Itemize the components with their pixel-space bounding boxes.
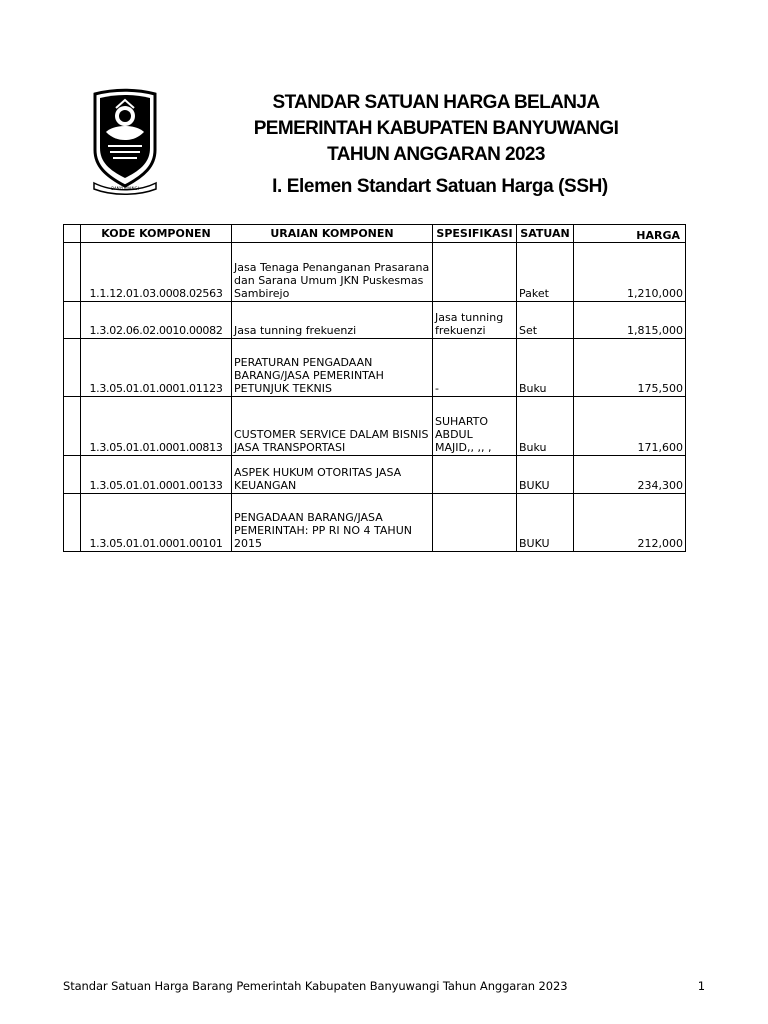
table-row [64,339,686,397]
page-number: 1 [697,979,705,993]
kabupaten-banyuwangi-emblem [92,88,158,196]
cell-spesifikasi [433,494,517,552]
cell-kode: 1.3.02.06.02.0010.00082 [81,302,232,339]
footer-text: Standar Satuan Harga Barang Pemerintah Kabupaten Banyuwangi Tahun Anggaran 2023 [63,979,568,993]
table-header-row [64,225,686,243]
ssh-table [63,224,686,552]
cell-spesifikasi: - [433,339,517,397]
cell-no [64,397,81,456]
cell-harga: 175,500 [574,339,686,397]
title-line-2: PEMERINTAH KABUPATEN BANYUWANGI [253,118,619,139]
header-satuan: SATUAN [517,225,574,243]
cell-satuan: Buku [517,339,574,397]
cell-harga: 171,600 [574,397,686,456]
cell-no [64,456,81,494]
cell-no [64,243,81,302]
cell-kode: 1.3.05.01.01.0001.00101 [81,494,232,552]
cell-uraian: Jasa tunning frekuenzi [232,302,433,339]
table-row [64,494,686,552]
title-line-1: STANDAR SATUAN HARGA BELANJA [272,92,600,113]
table-row [64,397,686,456]
header-harga: HARGA [574,225,686,243]
cell-kode: 1.3.05.01.01.0001.00133 [81,456,232,494]
cell-spesifikasi [433,456,517,494]
cell-satuan: Set [517,302,574,339]
section-title: I. Elemen Standart Satuan Harga (SSH) [272,176,608,197]
title-line-3: TAHUN ANGGARAN 2023 [327,144,545,165]
header-no [64,225,81,243]
cell-harga: 1,815,000 [574,302,686,339]
cell-uraian: Jasa Tenaga Penanganan Prasarana dan Sarana Umum JKN Puskesmas Sambirejo [232,243,433,302]
cell-uraian: CUSTOMER SERVICE DALAM BISNIS JASA TRANSPORTASI [232,397,433,456]
cell-satuan: Paket [517,243,574,302]
cell-no [64,494,81,552]
cell-spesifikasi: SUHARTO ABDUL MAJID,, ,, , [433,397,517,456]
cell-uraian: ASPEK HUKUM OTORITAS JASA KEUANGAN [232,456,433,494]
cell-harga: 234,300 [574,456,686,494]
cell-satuan: Buku [517,397,574,456]
cell-no [64,339,81,397]
cell-no [64,302,81,339]
svg-text:BANYUWANGI: BANYUWANGI [111,186,139,191]
cell-kode: 1.3.05.01.01.0001.01123 [81,339,232,397]
cell-satuan: BUKU [517,494,574,552]
table-row [64,302,686,339]
cell-harga: 212,000 [574,494,686,552]
document-title [246,90,626,168]
header-kode-komponen: KODE KOMPONEN [81,225,232,243]
cell-uraian: PERATURAN PENGADAAN BARANG/JASA PEMERINTAH PETUNJUK TEKNIS [232,339,433,397]
cell-spesifikasi [433,243,517,302]
cell-uraian: PENGADAAN BARANG/JASA PEMERINTAH: PP RI NO 4 TAHUN 2015 [232,494,433,552]
header-uraian-komponen: URAIAN KOMPONEN [232,225,433,243]
cell-kode: 1.3.05.01.01.0001.00813 [81,397,232,456]
cell-satuan: BUKU [517,456,574,494]
cell-harga: 1,210,000 [574,243,686,302]
cell-spesifikasi: Jasa tunning frekuenzi [433,302,517,339]
cell-kode: 1.1.12.01.03.0008.02563 [81,243,232,302]
header-spesifikasi: SPESIFIKASI [433,225,517,243]
table-row [64,243,686,302]
table-row [64,456,686,494]
